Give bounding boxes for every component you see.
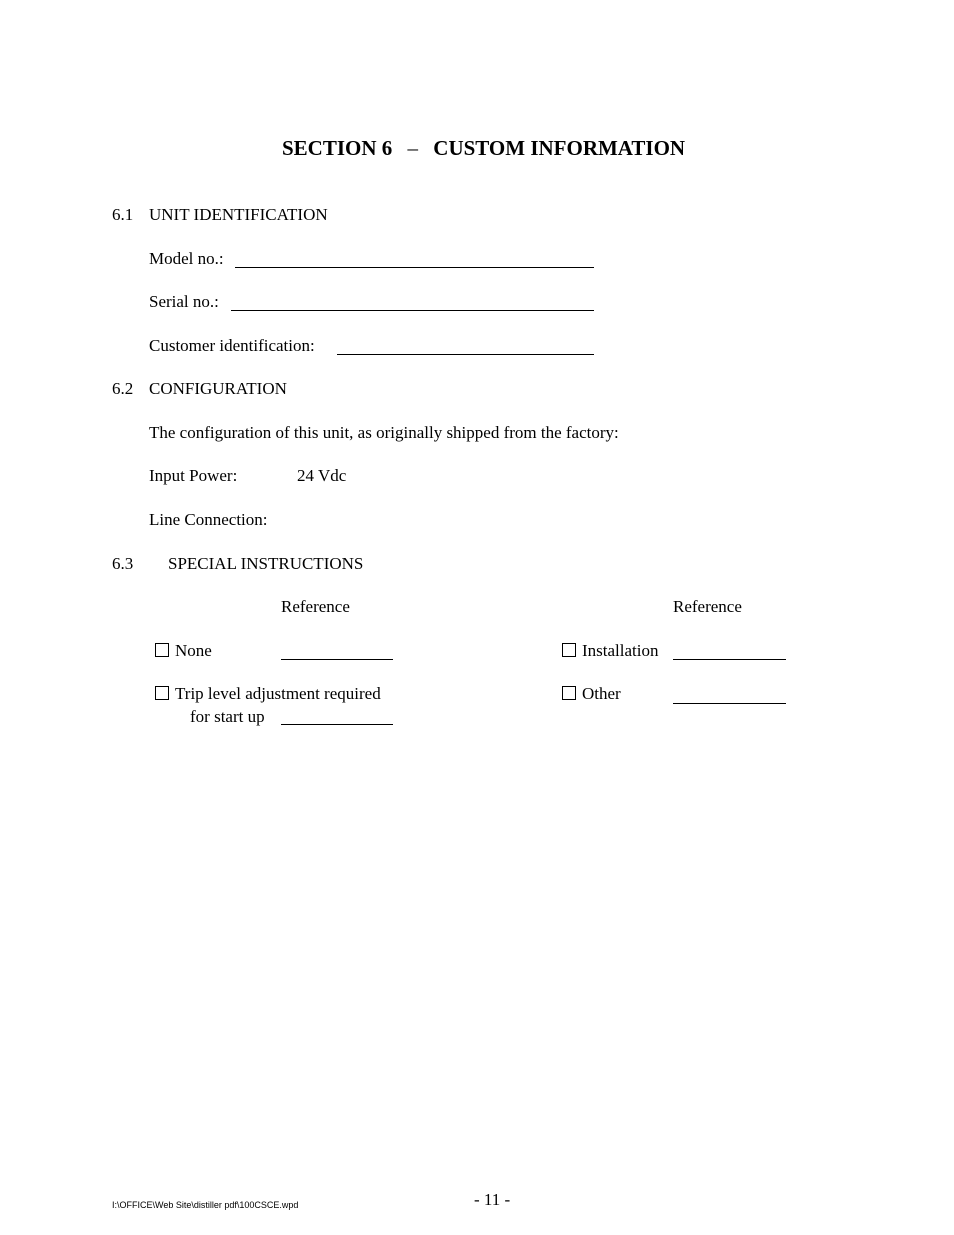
reference-header-left: Reference (281, 597, 350, 616)
option-other[interactable] (562, 684, 621, 704)
title-dash: – (407, 136, 419, 160)
serial-label: Serial no.: (149, 292, 219, 311)
option-other-label: Other (582, 684, 621, 703)
customer-label: Customer identification: (149, 336, 315, 355)
customer-field[interactable] (337, 354, 594, 355)
section-6-1-number: 6.1 (112, 205, 134, 224)
reference-header-right: Reference (673, 597, 742, 616)
option-trip-level-label: Trip level adjustment required (175, 684, 381, 703)
line-connection-label: Line Connection: (149, 510, 268, 529)
section-6-1-title: UNIT IDENTIFICATION (149, 205, 328, 224)
checkbox-none[interactable] (155, 643, 169, 657)
checkbox-other[interactable] (562, 686, 576, 700)
option-none[interactable] (155, 641, 212, 661)
footer-filepath: I:\OFFICE\Web Site\distiller pdf\100CSCE.wpd (112, 1200, 299, 1210)
none-reference-field[interactable] (281, 659, 393, 660)
section-6-3-number: 6.3 (112, 554, 134, 573)
serial-field[interactable] (231, 310, 594, 311)
model-label: Model no.: (149, 249, 224, 268)
option-installation-label: Installation (582, 641, 659, 660)
section-number: SECTION 6 (282, 136, 393, 160)
model-field[interactable] (235, 267, 594, 268)
section-6-3-title: SPECIAL INSTRUCTIONS (168, 554, 364, 573)
checkbox-installation[interactable] (562, 643, 576, 657)
checkbox-trip-level[interactable] (155, 686, 169, 700)
page-title (282, 135, 685, 161)
installation-reference-field[interactable] (673, 659, 786, 660)
option-trip-level[interactable] (155, 684, 381, 704)
option-trip-level-label-2: for start up (190, 707, 265, 726)
section-title: CUSTOM INFORMATION (433, 136, 686, 160)
page-number: - 11 - (474, 1190, 511, 1209)
configuration-intro: The configuration of this unit, as originally shipped from the factory: (149, 423, 619, 442)
option-none-label: None (175, 641, 212, 660)
other-reference-field[interactable] (673, 703, 786, 704)
input-power-label: Input Power: (149, 466, 238, 485)
section-6-2-title: CONFIGURATION (149, 379, 287, 398)
section-6-2-number: 6.2 (112, 379, 134, 398)
option-installation[interactable] (562, 641, 658, 661)
input-power-value: 24 Vdc (297, 466, 347, 485)
trip-level-reference-field[interactable] (281, 724, 393, 725)
